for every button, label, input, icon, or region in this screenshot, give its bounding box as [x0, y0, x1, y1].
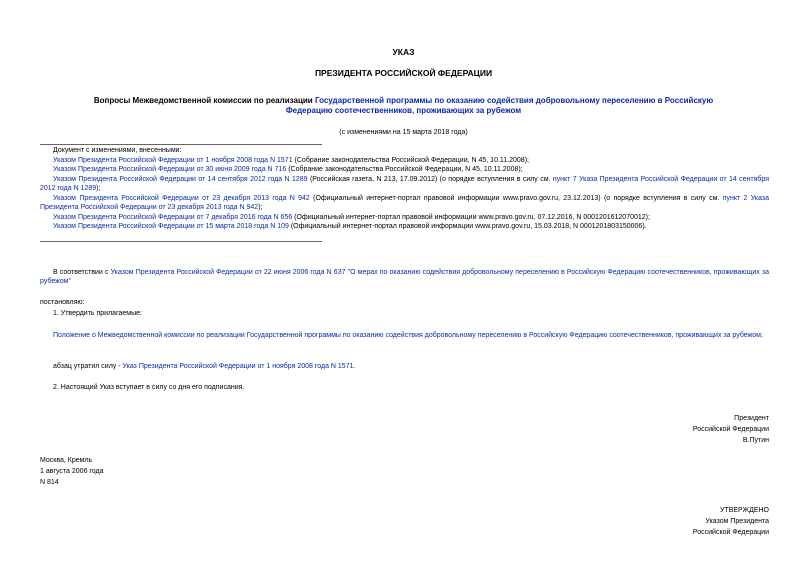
approved-label: УТВЕРЖДЕНО — [719, 507, 769, 514]
document-subject — [0, 96, 807, 117]
amendment-item: Указом Президента Российской Федерации от 30 июня 2009 года N 716 (Собрание законодательства Российской Федерации, N 45, 10.11.2008); — [53, 166, 523, 174]
amendment-link[interactable]: Указом Президента Российской Федерации от 15 марта 2018 года N 109 — [53, 223, 289, 231]
amendment-item: Указом Президента Российской Федерации от 7 декабря 2016 года N 656 (Официальный интернет-портал правовой информации www.pravo.gov.ru, 07.12.2016, N 0001201612070012); — [53, 213, 650, 221]
decree-word: постановляю: — [40, 299, 85, 306]
amendment-item: Указом Президента Российской Федерации от 1 ноября 2008 года N 1571 (Собрание законодательства Российской Федерации, N 45, 10.11.2008); — [53, 157, 529, 164]
signing-place: Москва, Кремль — [40, 457, 93, 464]
amendment-link[interactable]: Указом Президента Российской Федерации от 30 июня 2009 года N 716 — [53, 166, 287, 174]
amendments-intro: Документ с изменениями, внесенными: — [53, 147, 182, 154]
repealing-decree-link[interactable]: Указ Президента Российской Федерации от 1 ноября 2008 года N 1571 — [122, 363, 354, 370]
repealed-paragraph: абзац утратил силу - Указ Президента Российской Федерации от 1 ноября 2008 года N 1571. — [53, 363, 356, 370]
issuer-title: ПРЕЗИДЕНТА РОССИЙСКОЙ ФЕДЕРАЦИИ — [314, 68, 493, 78]
amendment-link[interactable]: Указом Президента Российской Федерации от 7 декабря 2016 года N 656 — [53, 213, 293, 221]
signing-date: 1 августа 2006 года — [40, 467, 104, 475]
signature-block — [693, 414, 769, 447]
amendment-item: Указом Президента Российской Федерации от 14 сентября 2012 года N 1289 (Российская газета, N 213, 17.09.2012) (о порядке вступления в силу см. пункт 7 Указа Президента Российской Федерации от 14 сентября 2012 года N 1289); — [40, 175, 769, 193]
amendments-list — [40, 156, 769, 232]
amendment-item: Указом Президента Российской Федерации от 23 декабря 2013 года N 942 (Официальный интернет-портал правовой информации www.pravo.gov.ru, 23.12.2013) (о порядке вступления в силу см. пункт 2 Указа Президента Российской Федерации от 23 декабря 2013 года N 942); — [40, 194, 769, 212]
subject-program-link-part1[interactable]: Государственной программы по оказанию содействия добровольному переселению в Российскую — [314, 96, 714, 105]
amendment-item: Указом Президента Российской Федерации от 15 марта 2018 года N 109 (Официальный интернет-портал правовой информации www.pravo.gov.ru, 15.03.2018, N 0001201803150006). — [53, 223, 647, 231]
subject-program-link-part2[interactable]: Федерацию соотечественников, проживающих за рубежом — [285, 106, 522, 116]
approved-by: Указом Президента — [705, 517, 769, 525]
amendment-link[interactable]: Указом Президента Российской Федерации от 1 ноября 2008 года N 1571 — [53, 157, 293, 164]
revision-note: (с изменениями на 15 марта 2018 года) — [339, 129, 468, 136]
decree-number: N 814 — [40, 478, 59, 486]
regulation-paragraph — [40, 331, 769, 340]
document-type-title: УКАЗ — [392, 47, 415, 57]
amendment-effective-link[interactable]: пункт 2 Указа Президента Российской Федерации от 23 декабря 2013 года N 942 — [40, 194, 769, 212]
amendments-bottom-divider — [40, 241, 322, 242]
signature-position: Президент — [734, 415, 769, 422]
approved-country: Российской Федерации — [692, 528, 769, 536]
regulation-link[interactable]: Положение о Межведомственной комиссии по реализации Государственной программы по оказанию содействия добровольному переселению в Российскую Федерацию соотечественников, проживающих за рубежом; — [53, 332, 763, 339]
clause-2: 2. Настоящий Указ вступает в силу со дня его подписания. — [53, 384, 245, 391]
amendments-top-divider — [40, 144, 322, 145]
signature-name: В.Путин — [742, 436, 769, 444]
amendment-link[interactable]: Указом Президента Российской Федерации от 14 сентября 2012 года N 1289 — [53, 175, 308, 183]
amendment-link[interactable]: Указом Президента Российской Федерации от 23 декабря 2013 года N 942 — [53, 194, 310, 202]
approved-block — [693, 506, 769, 539]
place-date-block — [40, 456, 104, 489]
amendment-effective-link[interactable]: пункт 7 Указа Президента Российской Федерации от 14 сентября 2012 года N 1289 — [40, 175, 769, 193]
clause-1: 1. Утвердить прилагаемые: — [53, 310, 142, 317]
signature-country: Российской Федерации — [692, 425, 769, 433]
basis-decree-link[interactable]: Указом Президента Российской Федерации от 22 июня 2006 года N 637 "О мерах по оказанию содействия добровольному переселению в Российскую Федерацию соотечественников, проживающих за рубежом" — [40, 269, 770, 286]
legal-basis-paragraph: В соответствии с Указом Президента Российской Федерации от 22 июня 2006 года N 637 "О мерах по оказанию содействия добровольному переселению в Российскую Федерацию соотечественников, проживающих за рубежом" — [40, 269, 770, 286]
subject-prefix: Вопросы Межведомственной комиссии по реализации — [93, 96, 315, 105]
